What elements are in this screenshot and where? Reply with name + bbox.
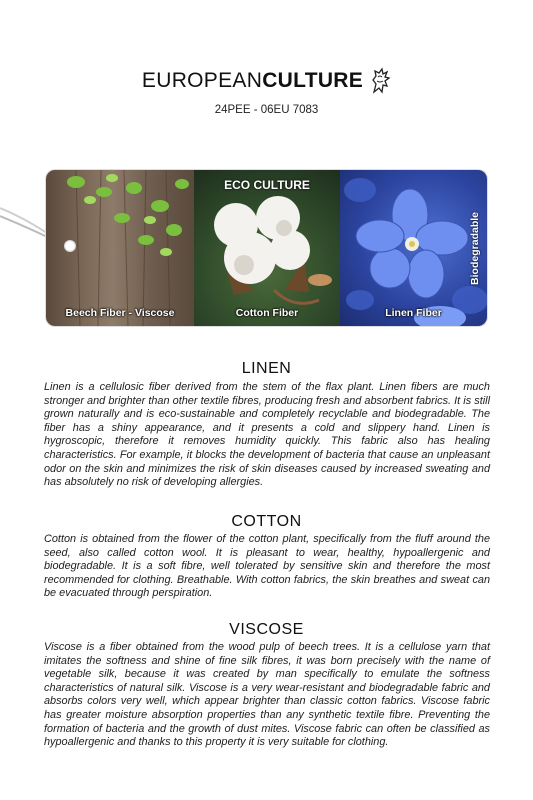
brand-logo (0, 66, 533, 96)
griffin-icon (369, 66, 391, 96)
panel-label-cotton: Cotton Fiber (235, 307, 299, 319)
biodegradable-label: Biodegradable (469, 212, 481, 285)
panel-label-beech: Beech Fiber - Viscose (65, 307, 175, 319)
section-text-cotton: Cotton is obtained from the flower of the cotton plant, specifically from the fluff around the seed, also called cotton wool. It is pleasant to wear, healthy, hypoallergenic and biodegradable. It is a soft fibre, well tolerated by sensitive skin and therefore the most recommended for clothing. Breathable. With cotton fabrics, the skin breathes and sweat can be evacuated through perspiration. (44, 533, 490, 600)
eco-hangtag (46, 170, 487, 326)
product-code: 24PEE - 06EU 7083 (214, 104, 319, 116)
brand-name-bold: CULTURE (262, 69, 364, 92)
tag-eyelet (64, 240, 76, 252)
panel-label-linen: Linen Fiber (385, 307, 442, 319)
brand-name-light: EUROPEAN (141, 69, 263, 92)
section-text-linen: Linen is a cellulosic fiber derived from the stem of the flax plant. Linen fibers are much stronger and brighter than other textile fibres, producing fresh and absorbent fabrics. It is still grown naturally and is eco-sustainable and completely recyclable and biodegradable. The fiber has a shiny appearance, and it presents a cold and slippery hand. Linen is hygroscopic, therefore it removes humidity quickly. This fabric also has healing characteristics. For example, it blocks the development of bacteria that cause an unpleasant odor on the skin and minimizes the risk of skin diseases caused by increased sweating and has absolutely no risk of developing allergies. (44, 381, 490, 489)
flax-flower-photo-art (340, 170, 487, 326)
section-title-linen: LINEN (241, 360, 292, 377)
eco-culture-header: ECO CULTURE (224, 178, 310, 192)
section-title-viscose: VISCOSE (229, 621, 304, 638)
section-title-cotton: COTTON (231, 513, 302, 530)
section-text-viscose: Viscose is a fiber obtained from the wood pulp of beech trees. It is a cellulose yarn that imitates the softness and shine of fine silk fibres, it was born precisely with the name of vegetable silk, because it was created by man specifically to emulate the softness characteristics of natural silk. Viscose is a very wear-resistant and biodegradable fabric and absorbs colors very well, which appear brighter than classic cotton fabrics. Viscose fabric has greater moisture absorption properties than any synthetic textile fibre. Preventing the formation of bacteria and the growth of dust mites. Viscose fabric can often be classified as hypoallergenic and thanks to this property it is very suitable for clothing. (44, 641, 490, 749)
brand-name (142, 69, 363, 93)
cotton-boll-photo-art (194, 170, 340, 326)
flax-flower-photo (340, 170, 487, 326)
cotton-boll-photo (194, 170, 340, 326)
